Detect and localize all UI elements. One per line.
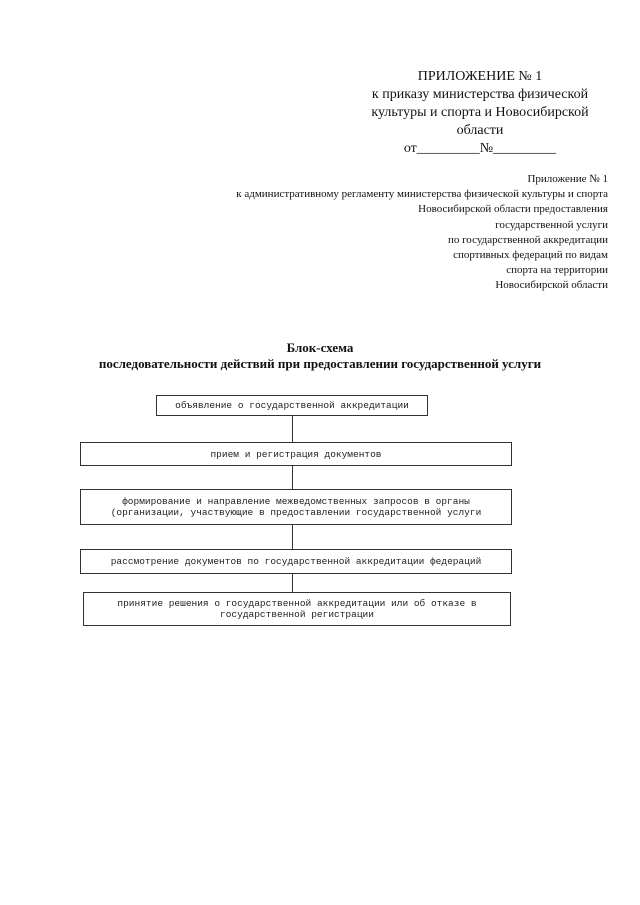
regulation-line: по государственной аккредитации [447, 233, 608, 246]
regulation-header [48, 172, 608, 294]
flowchart-heading [0, 340, 640, 372]
flowchart-title: Блок-схема [286, 340, 354, 355]
regulation-line: государственной услуги [495, 218, 608, 231]
flowchart-step-4: рассмотрение документов по государственной аккредитации федераций [80, 549, 512, 574]
appendix-header [340, 68, 620, 158]
appendix-line: области [456, 123, 504, 138]
appendix-title: ПРИЛОЖЕНИЕ № 1 [417, 69, 543, 84]
regulation-line: к административному регламенту министерства физической культуры и спорта [236, 188, 608, 201]
flowchart-connector [292, 574, 293, 592]
flowchart-step-3: формирование и направление межведомственных запросов в органы (организации, участвующие в предоставлении государственной услуги [80, 489, 512, 525]
regulation-line: спорта на территории [506, 264, 608, 277]
flowchart-connector [292, 525, 293, 549]
regulation-line: спортивных федераций по видам [453, 249, 608, 262]
flowchart-connector [292, 466, 293, 489]
appendix-line: к приказу министерства физической [371, 87, 589, 102]
regulation-line: Новосибирской области предоставления [418, 203, 608, 216]
flowchart-subtitle: последовательности действий при предоставлении государственной услуги [98, 356, 542, 371]
regulation-line: Приложение № 1 [527, 173, 608, 185]
flowchart-step-1: объявление о государственной аккредитации [156, 395, 428, 416]
appendix-date-number: от_________№_________ [403, 141, 557, 156]
appendix-line: культуры и спорта и Новосибирской [371, 105, 589, 120]
flowchart-step-2: прием и регистрация документов [80, 442, 512, 466]
flowchart-step-5: принятие решения о государственной аккредитации или об отказе в государственной регистрации [83, 592, 511, 626]
flowchart-connector [292, 416, 293, 442]
regulation-line: Новосибирской области [495, 279, 608, 292]
